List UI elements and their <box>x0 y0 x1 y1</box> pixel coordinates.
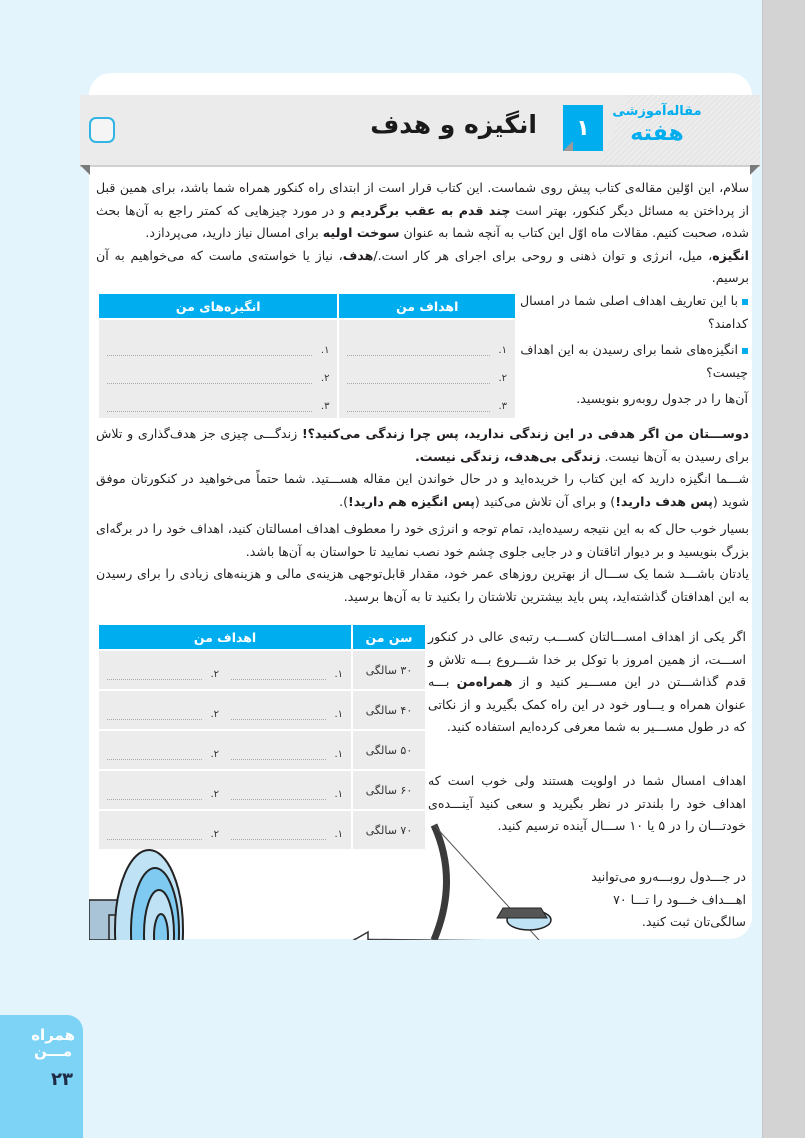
question-item: انگیزه‌های شما برای رسیدن به این اهداف چیست؟ <box>520 342 748 380</box>
write-line[interactable]: ۲. <box>107 820 219 840</box>
age-cell: ۳۰ سالگی <box>353 651 425 689</box>
logo-title: هفته <box>630 121 684 146</box>
page-number: ۲۳ <box>51 1069 73 1090</box>
col-my-goals: اهداف من <box>99 625 351 649</box>
write-line[interactable]: ۱. <box>107 328 329 356</box>
write-line[interactable]: ۱. <box>231 660 343 680</box>
header-fold-left <box>80 165 90 175</box>
write-line[interactable]: ۱. <box>231 700 343 720</box>
col-my-motivations: انگیزه‌های من <box>99 294 337 318</box>
long-term-goals-paragraph: اهداف امسال شما در اولویت هستند ولی خوب است که اهداف خود را بلندتر در نظر بگیرید و سعی کنید آینـــده‌ی خودتـــان را در ۵ یا ۱۰ ســـال آینده ترسیم کنید. <box>428 773 746 833</box>
footer-brand: همراه مـــن <box>31 1026 75 1060</box>
age-cell: ۴۰ سالگی <box>353 691 425 729</box>
read-checkbox[interactable] <box>89 117 115 143</box>
age-row <box>99 731 425 769</box>
goals-cell[interactable] <box>339 320 515 418</box>
col-my-age: سن من <box>353 625 425 649</box>
age-cell: ۷۰ سالگی <box>353 811 425 849</box>
age-cell: ۵۰ سالگی <box>353 731 425 769</box>
archer-icon <box>354 825 551 940</box>
table-instruction-paragraph: در جـــدول روبـــه‌رو می‌توانید اهـــداف خـــود را تـــا ۷۰ سالگی‌تان ثبت کنید. <box>591 869 746 929</box>
age-goals-cell[interactable] <box>99 651 351 689</box>
goals-motivations-table <box>97 292 517 420</box>
scrollbar-gutter <box>762 0 805 1138</box>
col-my-goals: اهداف من <box>339 294 515 318</box>
write-line[interactable]: ۱. <box>231 820 343 840</box>
badge-fold <box>563 141 573 151</box>
friends-paragraph: دوســـتان من اگر هدفی در این زندگی ندارید، پس چرا زندگی می‌کنید؟! زندگـــی چیزی جز هدف‌گذاری و تلاش برای رسیدن به آن‌ها نیست. زندگی بی‌هدف، زندگی نیست. شـــما انگیزه دارید که این کتاب را خریده‌اید و در حال خواندن این مقاله هســـتید. شما حتماً می‌خواهید در کنکورتان موفق شوید (پس هدف دارید!) و برای آن تلاش می‌کنید (پس انگیزه هم دارید!). <box>96 426 749 509</box>
header-fold-right <box>750 165 760 175</box>
target-icon <box>89 850 183 940</box>
write-line[interactable]: ۱. <box>231 740 343 760</box>
write-line[interactable]: ۲. <box>107 660 219 680</box>
logo-subtitle: مقاله‌آموزشی <box>612 104 702 119</box>
article-title: انگیزه و هدف <box>370 110 537 139</box>
archer-illustration <box>89 820 659 940</box>
age-goals-table <box>97 623 427 851</box>
article-number-badge: ۱ <box>563 105 603 151</box>
write-line[interactable]: ۲. <box>347 356 507 384</box>
age-row <box>99 691 425 729</box>
write-line[interactable]: ۲. <box>107 780 219 800</box>
focus-paragraph: بسیار خوب حال که به این نتیجه رسیده‌اید، تمام توجه و انرژی خود را معطوف اهداف امسالتان کنید، اهداف خود را در برگه‌ای بزرگ بنویسید و بر دیوار اتاقتان و در جایی جلوی چشم خود نصب نمایید تا حواستان به آن‌ها باشد. یادتان باشـــد شما یک ســـال از بهترین روزهای عمر خود، مقدار قابل‌توجهی هزینه‌ی مالی و هزینه‌های زیادی را برای رسیدن به این اهدافتان گذاشته‌اید، پس باید بیشترین تلاشتان را بکنید تا به آن‌ها برسید. <box>96 521 749 604</box>
motivations-cell[interactable] <box>99 320 337 418</box>
konkur-rank-paragraph: اگر یکی از اهداف امســـالتان کســـب رتبه‌ی عالی در کنکور اســـت، از همین امروز با توکل بر خدا شـــروع بـــه تلاش و قدم گذاشـــتن در این مســـیر کنید و از همراه‌من بـــه عنوان همراه و یـــاور خود در این راه کمک بگیرید و از نکاتی که در طول مســـیر به شما معرفی کرده‌ایم استفاده کنید. <box>428 629 746 734</box>
write-line[interactable]: ۱. <box>231 780 343 800</box>
questions-instruction: آن‌ها را در جدول روبه‌رو بنویسید. <box>576 391 748 406</box>
age-row <box>99 771 425 809</box>
write-line[interactable]: ۲. <box>107 740 219 760</box>
age-row <box>99 651 425 689</box>
write-line[interactable]: ۲. <box>107 356 329 384</box>
write-line[interactable]: ۲. <box>107 700 219 720</box>
write-line[interactable]: ۱. <box>347 328 507 356</box>
write-line[interactable]: ۳. <box>347 384 507 412</box>
question-item: با این تعاریف اهداف اصلی شما در امسال کدامند؟ <box>520 293 748 331</box>
age-goals-cell[interactable] <box>99 691 351 729</box>
age-goals-cell[interactable] <box>99 771 351 809</box>
weekly-article-logo <box>607 104 707 154</box>
footer-tab <box>0 1015 83 1138</box>
age-goals-cell[interactable] <box>99 731 351 769</box>
bullet-square-icon <box>742 299 748 305</box>
intro-paragraph: سلام، این اوّلین مقاله‌ی کتاب پیش روی شماست. این کتاب قرار است از ابتدای راه کنکور همراه شما باشد، برای همین قبل از پرداختن به مسائل دیگر کنکور، بهتر است چند قدم به عقب برگردیم و در مورد چیزهایی که کمتر راجع به آن‌ها بحث شده، صحبت کنیم. مقالات ماه اوّل این کتاب به آنچه شما به عنوان سوخت اولیه برای امسال نیاز دارید، می‌پردازد. انگیزه، میل، انرژی و توان ذهنی و روحی برای اجرای هر کار است./هدف، نیاز یا خواسته‌ی ماست که می‌خواهیم به آن برسیم. <box>96 180 749 285</box>
write-line[interactable]: ۳. <box>107 384 329 412</box>
age-cell: ۶۰ سالگی <box>353 771 425 809</box>
bullet-square-icon <box>742 348 748 354</box>
questions-block <box>512 290 748 411</box>
